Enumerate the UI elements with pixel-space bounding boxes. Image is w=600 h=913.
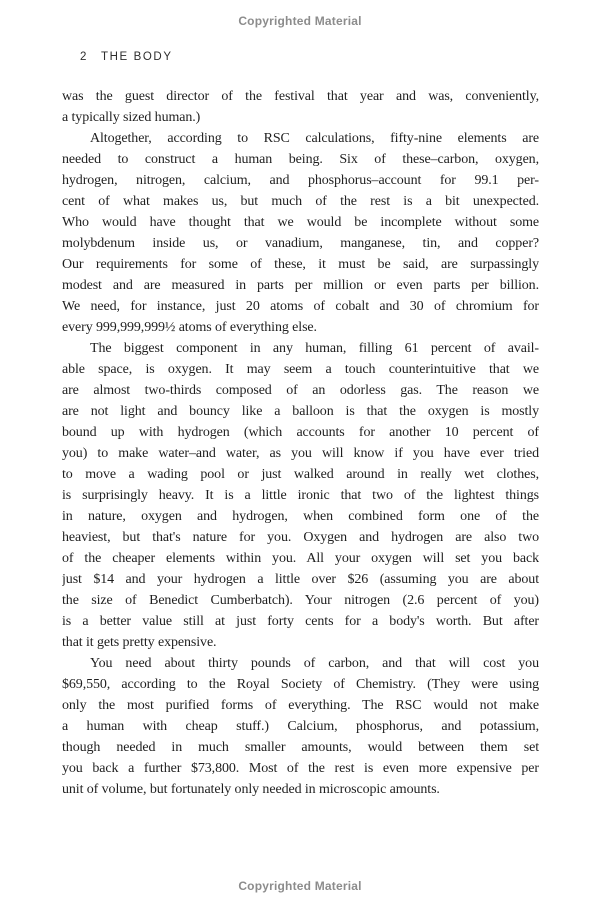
text-line: you) to make water–and water, as you will know if you have ever tried [62,446,539,461]
text-line: just $14 and your hydrogen a little over $26 (assuming you are about [62,572,539,587]
text-line: $69,550, according to the Royal Society of Chemistry. (They were using [62,677,539,692]
text-line: The biggest component in any human, filling 61 percent of avail- [90,341,539,356]
text-line: to move a wading pool or just walked around in really wet clothes, [62,467,539,482]
text-line: that it gets pretty expensive. [62,635,217,650]
text-line: hydrogen, nitrogen, calcium, and phosphorus–account for 99.1 per- [62,173,539,188]
text-line: though needed in much smaller amounts, would between them set [62,740,539,755]
text-line: We need, for instance, just 20 atoms of cobalt and 30 of chromium for [62,299,539,314]
text-line: You need about thirty pounds of carbon, and that will cost you [90,656,539,671]
text-line: unit of volume, but fortunately only needed in microscopic amounts. [62,782,440,797]
text-line: was the guest director of the festival that year and was, conveniently, [62,89,539,104]
text-line: a typically sized human.) [62,110,201,125]
text-line: needed to construct a human being. Six of these–carbon, oxygen, [62,152,539,167]
text-line: in nature, oxygen and hydrogen, when combined form one of the [62,509,539,524]
book-title: THE BODY [101,51,173,63]
copyright-notice-top: Copyrighted Material [238,14,362,28]
text-line: is a better value still at just forty cents for a body's worth. But after [62,614,539,629]
text-line: of the cheaper elements within you. All your oxygen will set you back [62,551,539,566]
text-line: the size of Benedict Cumberbatch). Your nitrogen (2.6 percent of you) [62,593,539,608]
text-line: molybdenum inside us, or vanadium, manganese, tin, and copper? [62,236,539,251]
page-header [80,51,173,63]
text-line: Altogether, according to RSC calculations, fifty-nine elements are [90,131,539,146]
text-line: are almost two-thirds composed of an odorless gas. The reason we [62,383,539,398]
text-line: Who would have thought that we would be incomplete without some [62,215,539,230]
copyright-notice-bottom: Copyrighted Material [238,879,362,893]
text-line: are not light and bouncy like a balloon is that the oxygen is mostly [62,404,539,419]
text-line: only the most purified forms of everything. The RSC would not make [62,698,539,713]
text-line: able space, is oxygen. It may seem a touch counterintuitive that we [62,362,539,377]
text-line: heaviest, but that's nature for you. Oxygen and hydrogen are also two [62,530,539,545]
text-line: a human with cheap stuff.) Calcium, phosphorus, and potassium, [62,719,539,734]
text-line: Our requirements for some of these, it must be said, are surpassingly [62,257,539,272]
text-line: every 999,999,999½ atoms of everything else. [62,320,317,335]
text-line: modest and are measured in parts per million or even parts per billion. [62,278,539,293]
text-line: is surprisingly heavy. It is a little ironic that two of the lightest things [62,488,539,503]
text-line: bound up with hydrogen (which accounts for another 10 percent of [62,425,539,440]
page-number: 2 [80,51,88,63]
text-line: cent of what makes us, but much of the rest is a bit unexpected. [62,194,539,209]
text-line: you back a further $73,800. Most of the rest is even more expensive per [62,761,539,776]
body-text [62,86,539,800]
